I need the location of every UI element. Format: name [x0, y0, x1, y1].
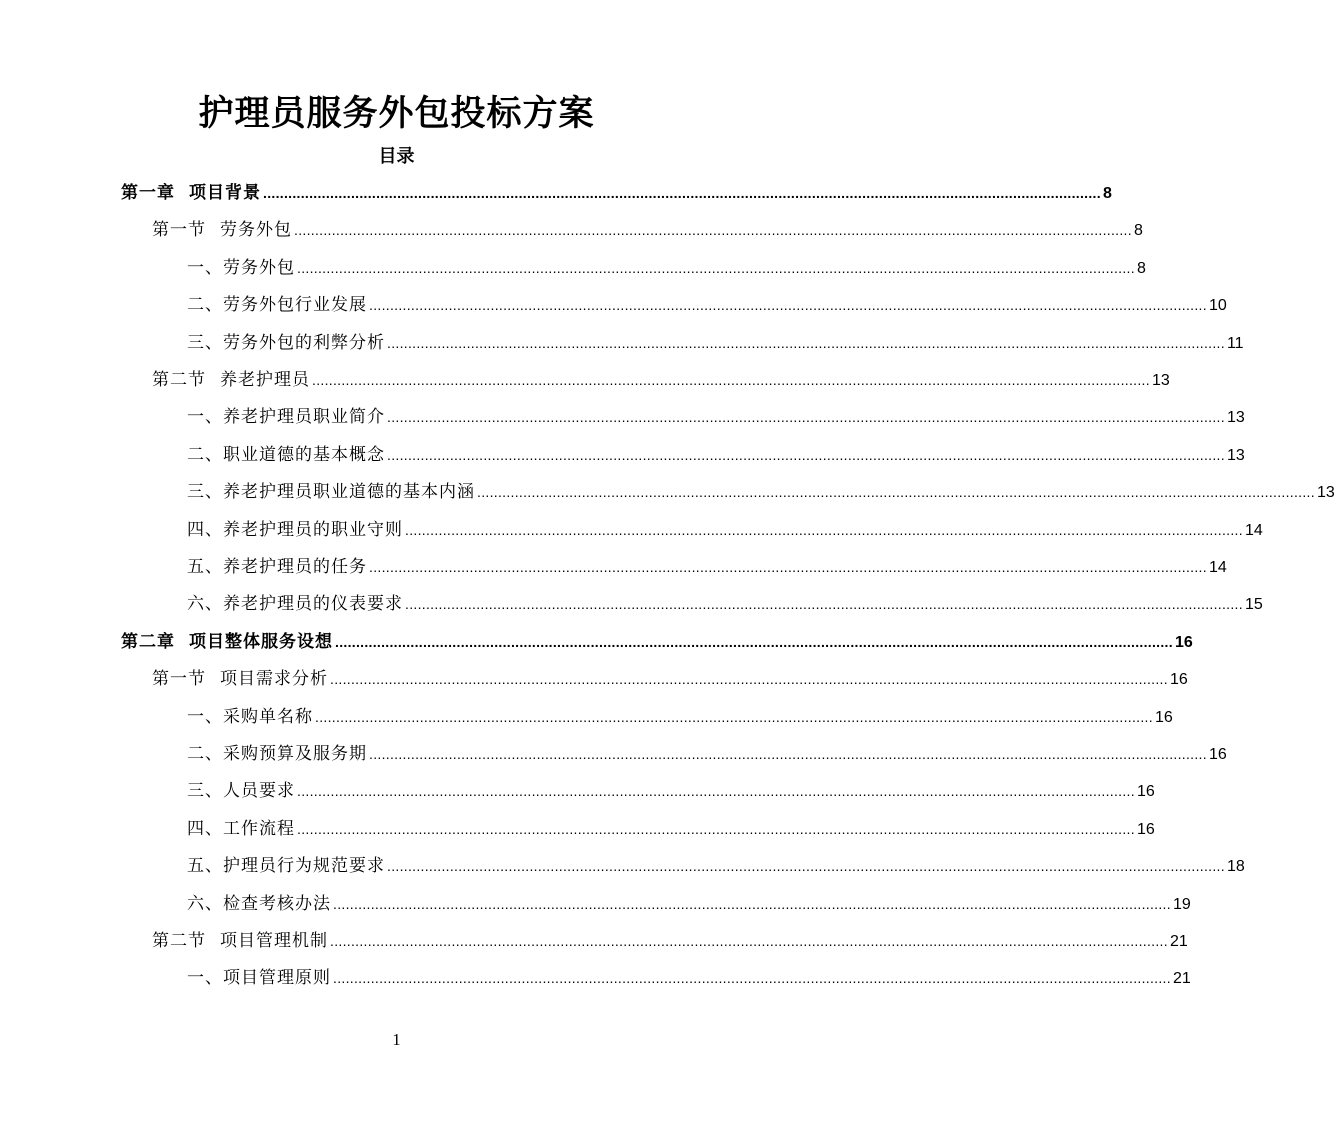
toc-leader-dots: ........................................................................................................................................................................................................ — [405, 521, 1243, 538]
toc-leader-dots: ........................................................................................................................................................................................................ — [387, 334, 1225, 351]
toc-entry-label — [187, 960, 331, 997]
toc-entry-label — [187, 325, 385, 362]
toc-entry-item[interactable] — [187, 736, 1227, 773]
toc-entry-page: 14 — [1208, 559, 1227, 576]
toc-entry-text: 养老护理员的仪表要求 — [223, 594, 403, 615]
toc-entry-section[interactable] — [152, 661, 1188, 698]
toc-leader-dots: ........................................................................................................................................................................................................ — [263, 185, 1101, 201]
toc-leader-dots: ........................................................................................................................................................................................................ — [312, 372, 1150, 388]
toc-entry-prefix: 一、 — [187, 257, 223, 278]
toc-entry-label — [187, 736, 367, 773]
toc-leader-dots: ........................................................................................................................................................................................................ — [315, 708, 1153, 725]
toc-leader-dots: ........................................................................................................................................................................................................ — [369, 746, 1207, 762]
toc-entry-prefix: 三、 — [187, 482, 223, 503]
toc-entry-prefix: 三、 — [187, 781, 223, 802]
toc-entry-page: 16 — [1169, 671, 1188, 689]
toc-entry-label — [187, 287, 367, 324]
page-number: 1 — [392, 1030, 401, 1049]
toc-entry-page: 14 — [1244, 521, 1263, 539]
toc-entry-label — [152, 923, 328, 960]
toc-entry-text: 养老护理员职业简介 — [223, 407, 385, 428]
toc-entry-page: 8 — [1136, 259, 1146, 277]
toc-entry-page: 13 — [1316, 484, 1335, 502]
toc-leader-dots: ........................................................................................................................................................................................................ — [405, 596, 1243, 613]
toc-entry-text: 工作流程 — [223, 818, 295, 839]
toc-entry-label — [152, 661, 328, 698]
toc-leader-dots: ........................................................................................................................................................................................................ — [297, 820, 1135, 837]
toc-entry-item[interactable] — [187, 399, 1245, 436]
toc-entry-label — [187, 848, 385, 885]
toc-leader-dots: ........................................................................................................................................................................................................ — [297, 783, 1135, 800]
toc-entry-page: 18 — [1226, 858, 1245, 876]
toc-entry-page: 15 — [1244, 596, 1263, 614]
toc-entry-text: 职业道德的基本概念 — [223, 444, 385, 465]
toc-leader-dots: ........................................................................................................................................................................................................ — [294, 222, 1132, 239]
toc-entry-item[interactable] — [187, 325, 1244, 362]
toc-entry-page: 16 — [1154, 708, 1173, 726]
toc-entry-label — [187, 399, 385, 436]
toc-entry-prefix: 一、 — [187, 407, 223, 428]
toc-entry-label — [121, 175, 261, 212]
toc-entry-prefix: 四、 — [187, 519, 223, 540]
toc-entry-text: 项目管理原则 — [223, 968, 331, 989]
toc-entry-prefix: 一、 — [187, 968, 223, 989]
toc-entry-prefix: 五、 — [187, 557, 223, 577]
toc-entry-item[interactable] — [187, 250, 1146, 287]
toc-entry-text: 项目整体服务设想 — [189, 631, 333, 652]
toc-entry-label — [187, 250, 295, 287]
toc-entry-page: 13 — [1226, 446, 1245, 464]
toc-entry-item[interactable] — [187, 474, 1335, 511]
toc-entry-text: 劳务外包行业发展 — [223, 295, 367, 316]
toc-entry-label — [187, 437, 385, 474]
toc-entry-page: 8 — [1133, 222, 1143, 240]
toc-entry-text: 养老护理员职业道德的基本内涵 — [223, 482, 475, 503]
toc-entry-text: 采购单名称 — [223, 706, 313, 727]
toc-entry-page: 13 — [1226, 409, 1245, 427]
toc-entry-page: 19 — [1172, 895, 1191, 913]
toc-entry-prefix: 第二节 — [152, 931, 206, 951]
toc-entry-label — [187, 773, 295, 810]
toc-entry-prefix: 二、 — [187, 444, 223, 465]
toc-entry-label — [152, 362, 310, 399]
toc-entry-text: 劳务外包 — [220, 220, 292, 241]
toc-entry-text: 养老护理员 — [220, 370, 310, 390]
toc-entry-section[interactable] — [152, 362, 1170, 399]
toc-entry-page: 11 — [1226, 334, 1244, 352]
toc-entry-prefix: 二、 — [187, 295, 223, 316]
toc-entry-text: 养老护理员的职业守则 — [223, 519, 403, 540]
toc-entry-prefix: 三、 — [187, 332, 223, 353]
toc-entry-prefix: 四、 — [187, 818, 223, 839]
toc-entry-prefix: 二、 — [187, 744, 223, 764]
toc-leader-dots: ........................................................................................................................................................................................................ — [369, 559, 1207, 575]
toc-entry-prefix: 第一章 — [121, 183, 175, 203]
toc-entry-item[interactable] — [187, 886, 1191, 923]
toc-entry-item[interactable] — [187, 586, 1263, 623]
toc-entry-prefix: 第一节 — [152, 220, 206, 241]
toc-entry-page: 8 — [1102, 185, 1112, 202]
toc-entry-item[interactable] — [187, 287, 1227, 324]
toc-leader-dots: ........................................................................................................................................................................................................ — [387, 858, 1225, 875]
toc-entry-item[interactable] — [187, 549, 1227, 586]
toc-entry-prefix: 一、 — [187, 706, 223, 727]
toc-entry-text: 项目管理机制 — [220, 931, 328, 951]
toc-leader-dots: ........................................................................................................................................................................................................ — [333, 970, 1171, 987]
toc-entry-page: 16 — [1174, 633, 1193, 651]
toc-entry-label — [187, 512, 403, 549]
document-title: 护理员服务外包投标方案 — [198, 94, 595, 134]
toc-leader-dots: ........................................................................................................................................................................................................ — [477, 484, 1315, 501]
toc-entry-label — [187, 699, 313, 736]
toc-leader-dots: ........................................................................................................................................................................................................ — [369, 297, 1207, 314]
toc-entry-label — [187, 886, 331, 923]
toc-entry-page: 21 — [1169, 933, 1188, 950]
toc-entry-item[interactable] — [187, 773, 1155, 810]
toc-entry-page: 10 — [1208, 297, 1227, 315]
toc-entry-page: 16 — [1208, 746, 1227, 763]
toc-entry-item[interactable] — [187, 699, 1173, 736]
toc-entry-prefix: 五、 — [187, 856, 223, 877]
toc-entry-label — [187, 586, 403, 623]
toc-entry-prefix: 六、 — [187, 594, 223, 615]
toc-entry-text: 检查考核办法 — [223, 893, 331, 914]
toc-entry-text: 采购预算及服务期 — [223, 744, 367, 764]
toc-entry-label — [152, 212, 292, 249]
toc-entry-text: 项目需求分析 — [220, 669, 328, 690]
toc-entry-text: 护理员行为规范要求 — [223, 856, 385, 877]
toc-entry-label — [187, 811, 295, 848]
toc-heading: 目录 — [378, 146, 415, 167]
toc-entry-section[interactable] — [152, 212, 1143, 249]
toc-entry-item[interactable] — [187, 848, 1245, 885]
toc-entry-label — [121, 624, 333, 661]
table-of-contents — [0, 175, 1335, 995]
toc-leader-dots: ........................................................................................................................................................................................................ — [330, 933, 1168, 949]
toc-entry-label — [187, 474, 475, 511]
toc-leader-dots: ........................................................................................................................................................................................................ — [297, 259, 1135, 276]
toc-entry-text: 项目背景 — [189, 183, 261, 203]
toc-entry-item[interactable] — [187, 437, 1245, 474]
toc-entry-chapter[interactable] — [121, 624, 1193, 661]
toc-entry-item[interactable] — [187, 512, 1263, 549]
toc-entry-page: 16 — [1136, 783, 1155, 801]
toc-leader-dots: ........................................................................................................................................................................................................ — [387, 446, 1225, 463]
toc-entry-text: 养老护理员的任务 — [223, 557, 367, 577]
toc-entry-prefix: 第二节 — [152, 370, 206, 390]
toc-entry-text: 劳务外包 — [223, 257, 295, 278]
toc-entry-prefix: 第一节 — [152, 669, 206, 690]
toc-entry-item[interactable] — [187, 811, 1155, 848]
toc-entry-text: 劳务外包的利弊分析 — [223, 332, 385, 353]
toc-entry-chapter[interactable] — [121, 175, 1112, 212]
toc-entry-item[interactable] — [187, 960, 1191, 997]
toc-entry-page: 16 — [1136, 820, 1155, 838]
toc-leader-dots: ........................................................................................................................................................................................................ — [335, 633, 1173, 650]
toc-entry-text: 人员要求 — [223, 781, 295, 802]
toc-entry-page: 21 — [1172, 970, 1191, 988]
toc-leader-dots: ........................................................................................................................................................................................................ — [387, 409, 1225, 426]
toc-entry-page: 13 — [1151, 372, 1170, 389]
toc-entry-label — [187, 549, 367, 586]
toc-entry-prefix: 六、 — [187, 893, 223, 914]
toc-leader-dots: ........................................................................................................................................................................................................ — [333, 895, 1171, 912]
toc-leader-dots: ........................................................................................................................................................................................................ — [330, 671, 1168, 688]
toc-entry-section[interactable] — [152, 923, 1188, 960]
toc-entry-prefix: 第二章 — [121, 631, 175, 652]
